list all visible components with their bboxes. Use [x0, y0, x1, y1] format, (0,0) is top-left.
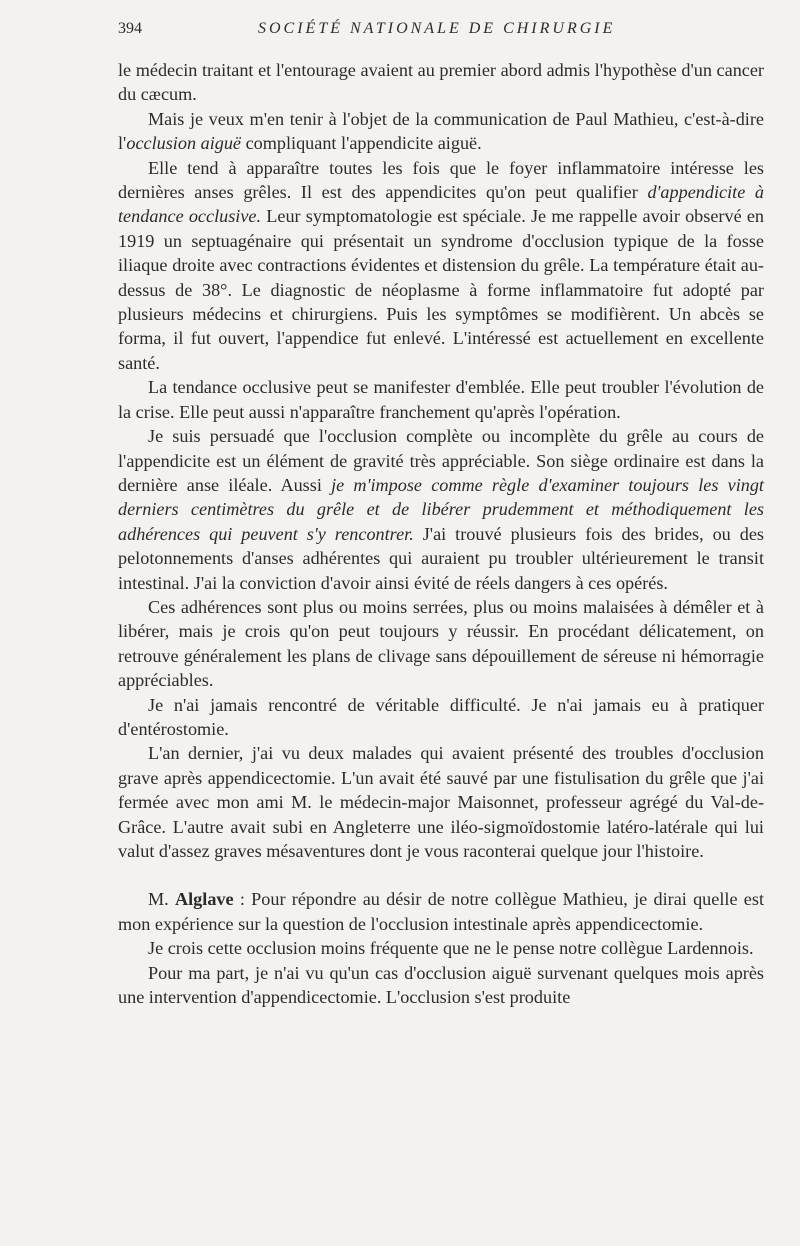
running-title: SOCIÉTÉ NATIONALE DE CHIRURGIE — [258, 20, 616, 37]
paragraph-text: Pour ma part, je n'ai vu qu'un cas d'occlusion aiguë survenant quelques mois après une intervention d'appendicectomie. L'occlusion s'est produite — [118, 962, 764, 1008]
paragraph-text: le médecin traitant et l'entourage avaient au premier abord admis l'hypothèse d'un cancer du cæcum. — [118, 60, 764, 105]
paragraph — [118, 887, 764, 936]
paragraph — [118, 595, 764, 693]
emphasis-text: je m'impose comme règle d'examiner toujours les vingt derniers centimètres du grêle et de libérer prudemment et méthodiquement les adhérences qui peuvent s'y rencontrer. — [118, 474, 764, 544]
paragraph — [118, 156, 764, 376]
paragraph — [118, 693, 764, 742]
speaker-prefix: M. — [148, 889, 175, 910]
paragraph-text: La tendance occlusive peut se manifester d'emblée. Elle peut troubler l'évolution de la crise. Elle peut aussi n'apparaître franchement qu'après l'opération. — [118, 377, 764, 422]
paragraph-text: Je n'ai jamais rencontré de véritable difficulté. Je n'ai jamais eu à pratiquer d'entérostomie. — [118, 694, 764, 739]
paragraph — [118, 741, 764, 863]
paragraph — [118, 58, 764, 107]
paragraph-text: Leur symptomatologie est spéciale. Je me rappelle avoir observé en 1919 un septuagénaire qui présentait un syndrome d'occlusion typique de la fosse iliaque droite avec contractions évidentes et distension du grêle. La température était au-dessus de 38°. Le diagnostic de néoplasme à forme inflammatoire fut adopté par plusieurs médecins et chirurgiens. Puis les symptômes se modifièrent. Un abcès se forma, il fut ouvert, l'appendice fut enlevé. L'intéressé est actuellement en excellente santé. — [118, 206, 764, 373]
paragraph-text: : Pour répondre au désir de notre collègue Mathieu, je dirai quelle est mon expérience sur la question de l'occlusion intestinale après appendicectomie. — [118, 889, 764, 934]
paragraph-text: compliquant l'appendicite aiguë. — [241, 133, 482, 154]
paragraph — [118, 961, 764, 1010]
paragraph-text: Je suis persuadé que l'occlusion complète ou incomplète du grêle au cours de l'appendicite est un élément de gravité très appréciable. Son siège ordinaire est dans la dernière anse iléale. Aussi — [118, 426, 764, 495]
paragraph-text: J'ai trouvé plusieurs fois des brides, ou des pelotonnements d'anses adhérentes qui auraient pu troubler ultérieurement le transit intestinal. J'ai la conviction d'avoir ainsi évité de réels dangers à ces opérés. — [118, 523, 764, 593]
body-text — [118, 58, 764, 1009]
page-header — [118, 20, 764, 46]
emphasis-text: occlusion aiguë — [126, 133, 242, 154]
paragraph — [118, 107, 764, 156]
speaker-name: Alglave — [174, 889, 234, 910]
paragraph — [118, 424, 764, 595]
paragraph-text: Elle tend à apparaître toutes les fois que le foyer inflammatoire intéresse les dernières anses grêles. Il est des appendicites qu'on peut qualifier — [118, 157, 764, 203]
emphasis-text: d'appendicite à tendance occlusive. — [118, 182, 764, 227]
paragraph — [118, 375, 764, 424]
paragraph-text: Ces adhérences sont plus ou moins serrées, plus ou moins malaisées à démêler et à libérer, mais je crois qu'on peut toujours y réussir. En procédant délicatement, on retrouve généralement les plans de clivage sans dépouillement de séreuse ni hémorragie appréciables. — [118, 596, 764, 691]
page-number: 394 — [118, 20, 142, 37]
paragraph-text: Mais je veux m'en tenir à l'objet de la communication de Paul Mathieu, c'est-à-dire l' — [118, 108, 764, 154]
paragraph — [118, 936, 764, 960]
paragraph-text: Je crois cette occlusion moins fréquente que ne le pense notre collègue Lardennois. — [148, 938, 754, 959]
paragraph-text: L'an dernier, j'ai vu deux malades qui avaient présenté des troubles d'occlusion grave après appendicectomie. L'un avait été sauvé par une fistulisation du grêle que j'ai fermée avec mon ami M. le médecin-major Maisonnet, professeur agrégé du Val-de-Grâce. L'autre avait subi en Angleterre une iléo-sigmoïdostomie latéro-latérale qui lui valut d'assez graves mésaventures dont je vous raconterai quelque jour l'histoire. — [118, 743, 764, 861]
